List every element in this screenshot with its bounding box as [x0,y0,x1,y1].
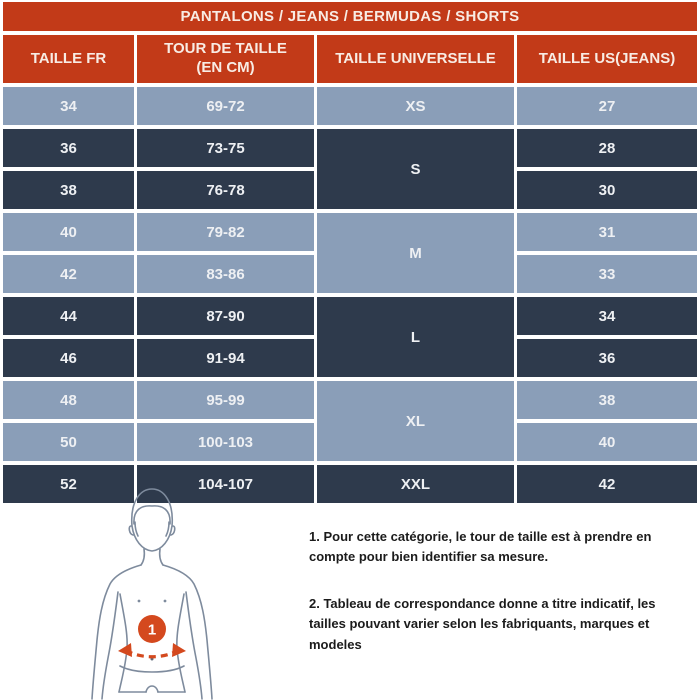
notes-section [309,527,695,682]
col-header-taille-us: TAILLE US(JEANS) [517,35,697,83]
cell-taille-us: 33 [517,255,697,293]
table-title: PANTALONS / JEANS / BERMUDAS / SHORTS [3,2,697,31]
cell-taille-fr: 52 [3,465,134,503]
cell-tour-de-taille: 95-99 [137,381,314,419]
cell-taille-universelle: XS [317,87,514,125]
cell-taille-fr: 36 [3,129,134,167]
table-row [3,213,697,251]
cell-taille-us: 38 [517,381,697,419]
cell-taille-us: 42 [517,465,697,503]
cell-taille-universelle: XXL [317,465,514,503]
note-1: 1. Pour cette catégorie, le tour de taille est à prendre en compte pour bien identifier sa mesure. [309,529,652,565]
cell-taille-fr: 50 [3,423,134,461]
cell-tour-de-taille: 73-75 [137,129,314,167]
cell-taille-us: 28 [517,129,697,167]
cell-taille-universelle: L [317,297,514,377]
waist-measure-line [126,650,178,657]
cell-tour-de-taille: 83-86 [137,255,314,293]
size-table [0,31,700,507]
cell-taille-us: 31 [517,213,697,251]
waist-measure-arrow-right-icon [172,643,186,657]
cell-tour-de-taille: 87-90 [137,297,314,335]
marker-number-label: 1 [147,621,157,639]
body-outline [92,489,212,699]
cell-taille-fr: 40 [3,213,134,251]
cell-taille-fr: 48 [3,381,134,419]
col-header-tour-de-taille-line1: TOUR DE TAILLE [164,40,287,58]
cell-tour-de-taille: 100-103 [137,423,314,461]
cell-taille-us: 40 [517,423,697,461]
cell-tour-de-taille: 76-78 [137,171,314,209]
cell-taille-fr: 34 [3,87,134,125]
col-header-tour-de-taille [137,35,314,83]
cell-taille-universelle: M [317,213,514,293]
note-2: 2. Tableau de correspondance donne a titre indicatif, les tailles pouvant varier selon les fabriquants, marques et modeles [309,596,656,652]
col-header-taille-fr: TAILLE FR [3,35,134,83]
cell-taille-us: 27 [517,87,697,125]
table-row [3,381,697,419]
cell-taille-fr: 42 [3,255,134,293]
male-torso-diagram [57,484,297,700]
cell-taille-universelle: XL [317,381,514,461]
size-table-section [0,2,700,507]
col-header-taille-universelle: TAILLE UNIVERSELLE [317,35,514,83]
waist-measure-arrow-left-icon [118,643,132,657]
cell-taille-us: 34 [517,297,697,335]
cell-taille-universelle: S [317,129,514,209]
cell-taille-us: 30 [517,171,697,209]
header-row [3,35,697,83]
waist-measure-marker [138,615,166,643]
table-row [3,87,697,125]
col-header-tour-de-taille-line2: (EN CM) [196,59,255,76]
cell-taille-fr: 38 [3,171,134,209]
cell-taille-us: 36 [517,339,697,377]
cell-taille-fr: 46 [3,339,134,377]
cell-taille-fr: 44 [3,297,134,335]
table-row [3,297,697,335]
cell-tour-de-taille: 91-94 [137,339,314,377]
cell-tour-de-taille: 104-107 [137,465,314,503]
cell-tour-de-taille: 69-72 [137,87,314,125]
cell-tour-de-taille: 79-82 [137,213,314,251]
table-row [3,129,697,167]
